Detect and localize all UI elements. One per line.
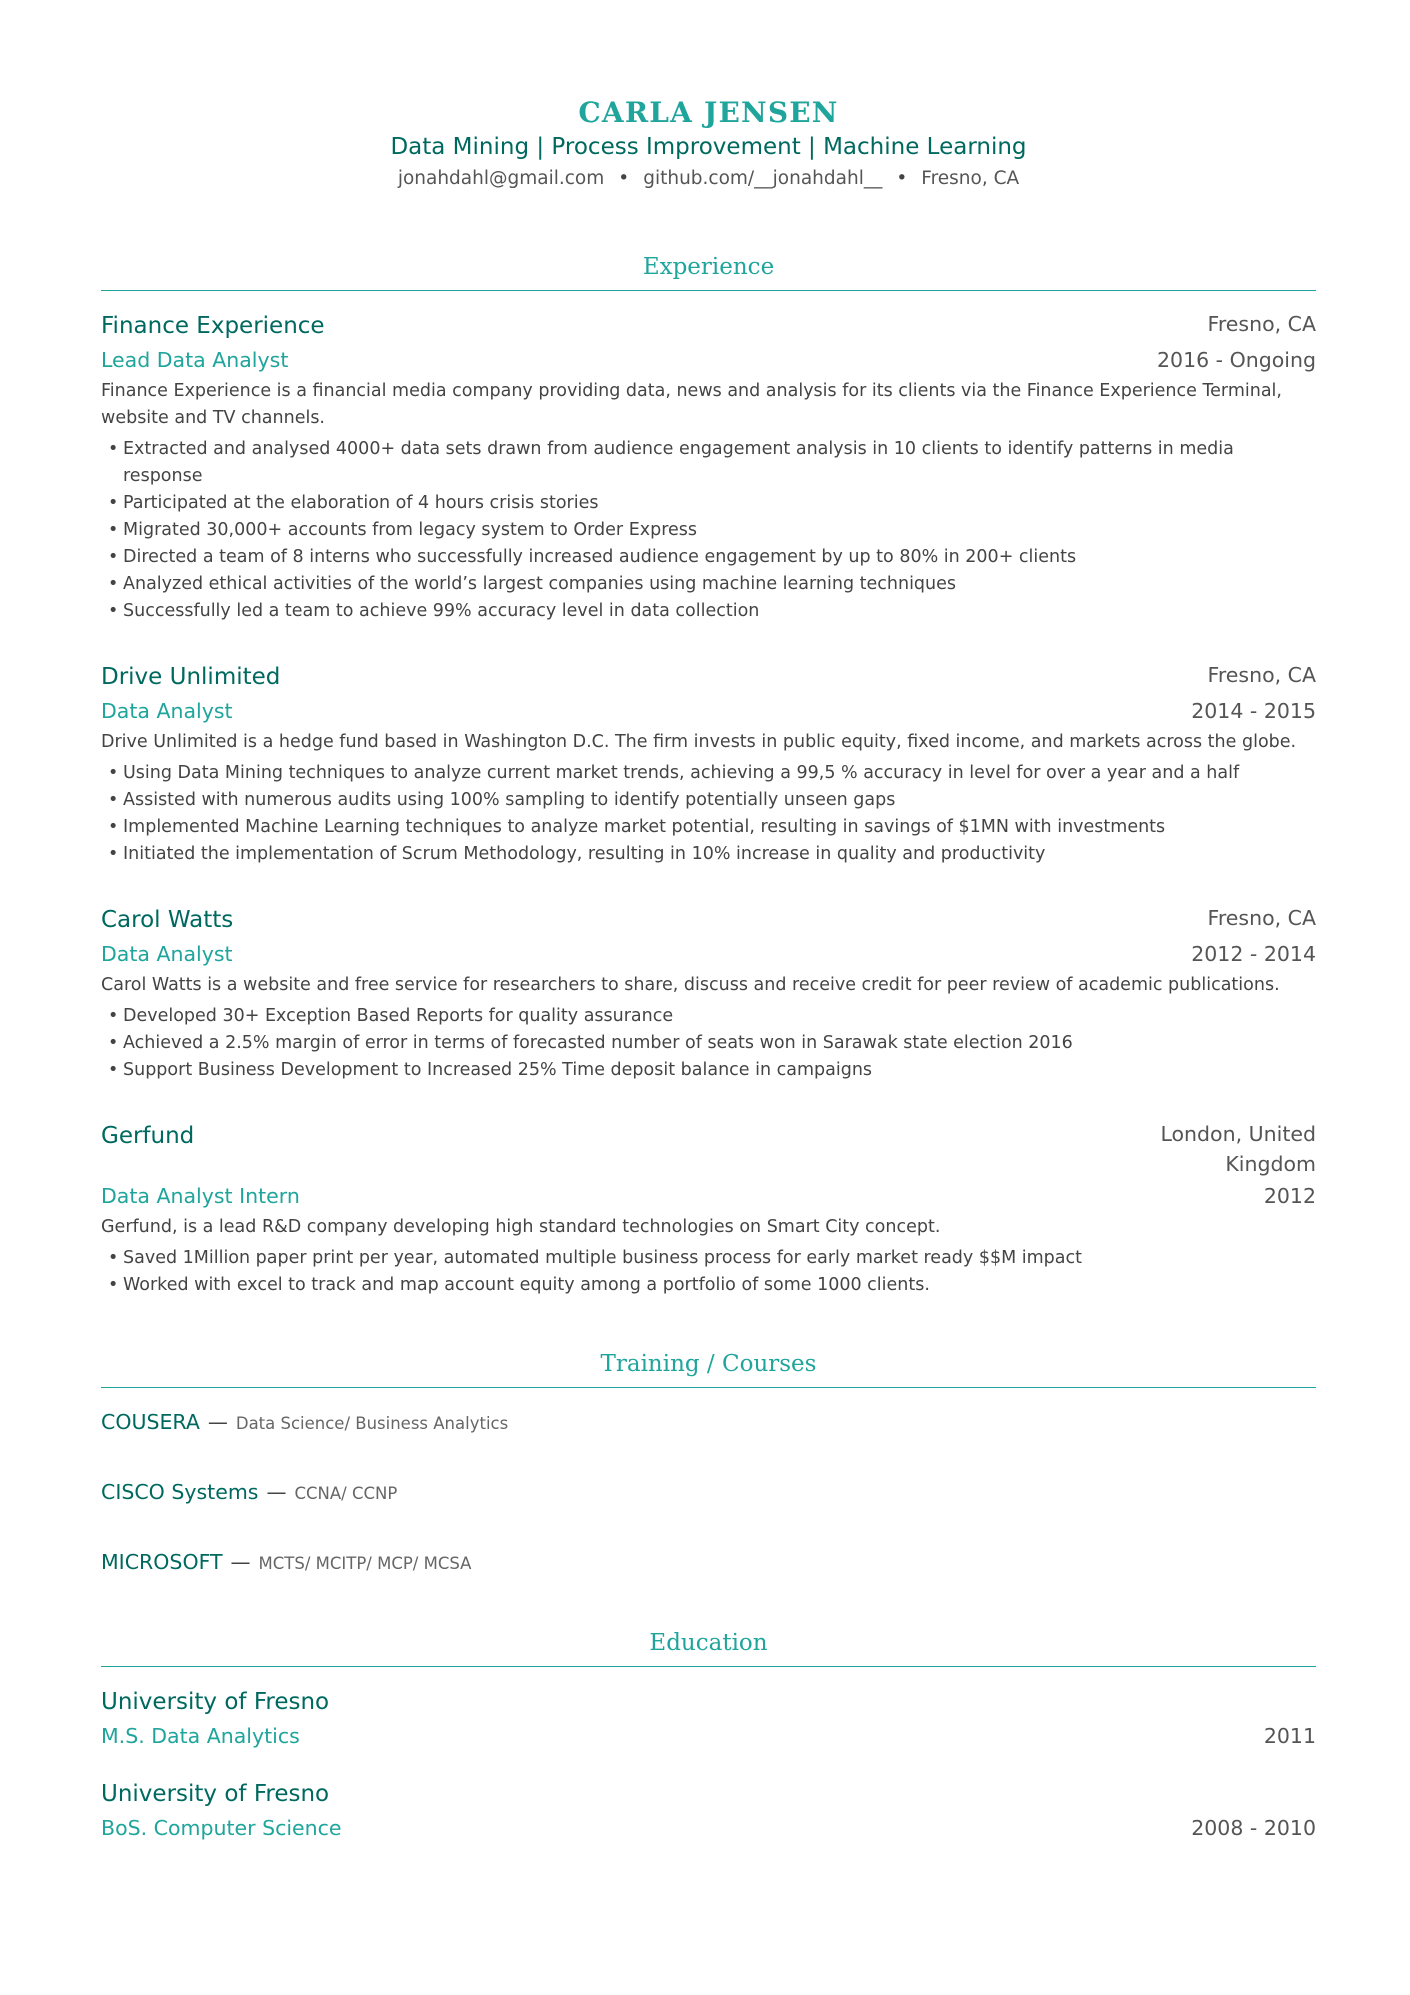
- course-provider: CISCO Systems: [101, 1480, 259, 1504]
- achievement-item: • Worked with excel to track and map account equity among a portfolio of some 1000 clients.: [101, 1272, 1316, 1299]
- company-description: Drive Unlimited is a hedge fund based in Washington D.C. The firm invests in public equity, fixed income, and markets across the globe.: [101, 732, 1297, 752]
- resume-page: [101, 94, 1316, 1845]
- em-dash: —: [266, 1480, 287, 1504]
- achievement-item: • Support Business Development to Increased 25% Time deposit balance in campaigns: [101, 1057, 1316, 1084]
- school-name: University of Fresno: [101, 1689, 330, 1715]
- achievement-item: • Initiated the implementation of Scrum Methodology, resulting in 10% increase in quality and productivity: [101, 841, 1316, 868]
- school-name: University of Fresno: [101, 1781, 330, 1807]
- education-dates: 2008 - 2010: [1191, 1816, 1316, 1840]
- course-provider: COUSERA: [101, 1410, 200, 1434]
- achievement-item: • Successfully led a team to achieve 99% accuracy level in data collection: [101, 598, 1316, 625]
- job-location: Fresno, CA: [1207, 663, 1316, 687]
- job-role: Data Analyst Intern: [101, 1184, 300, 1208]
- experience-entry: [101, 309, 1316, 625]
- course-provider: MICROSOFT: [101, 1550, 223, 1574]
- course-detail: MCTS/ MCITP/ MCP/ MCSA: [258, 1554, 472, 1573]
- achievement-item: • Saved 1Million paper print per year, automated multiple business process for early market ready $$M impact: [101, 1245, 1316, 1272]
- company-name: Carol Watts: [101, 907, 234, 933]
- job-dates: 2014 - 2015: [1191, 699, 1316, 723]
- job-dates: 2012: [1263, 1184, 1316, 1208]
- separator-dot: •: [618, 168, 630, 189]
- achievement-item: • Using Data Mining techniques to analyze current market trends, achieving a 99,5 % accuracy in level for over a year and a half: [101, 760, 1316, 787]
- job-location: London, United Kingdom: [1160, 1122, 1316, 1176]
- experience-entry: [101, 660, 1316, 868]
- contact-line: [101, 164, 1316, 194]
- achievement-item: • Assisted with numerous audits using 100% sampling to identify potentially unseen gaps: [101, 787, 1316, 814]
- achievement-list: [101, 1003, 1316, 1084]
- training-section-title: Training / Courses: [101, 1347, 1316, 1388]
- degree: BoS. Computer Science: [101, 1816, 342, 1840]
- company-description: Carol Watts is a website and free service for researchers to share, discuss and receive credit for peer review of academic publications.: [101, 975, 1280, 995]
- experience-entry: [101, 1119, 1316, 1299]
- company-name: Finance Experience: [101, 313, 325, 339]
- course-detail: Data Science/ Business Analytics: [235, 1414, 509, 1433]
- achievement-item: • Extracted and analysed 4000+ data sets drawn from audience engagement analysis in 10 clients to identify patterns in media response: [101, 436, 1316, 490]
- company-name: Gerfund: [101, 1123, 195, 1149]
- degree: M.S. Data Analytics: [101, 1724, 300, 1748]
- job-location: Fresno, CA: [1207, 906, 1316, 930]
- job-dates: 2016 - Ongoing: [1157, 348, 1316, 372]
- education-dates: 2011: [1263, 1724, 1316, 1748]
- training-list: [101, 1408, 1316, 1578]
- em-dash: —: [207, 1410, 228, 1434]
- achievement-item: • Achieved a 2.5% margin of error in terms of forecasted number of seats won in Sarawak state election 2016: [101, 1030, 1316, 1057]
- achievement-item: • Analyzed ethical activities of the world’s largest companies using machine learning techniques: [101, 571, 1316, 598]
- education-entry: [101, 1685, 1316, 1753]
- company-name: Drive Unlimited: [101, 664, 281, 690]
- company-description: Gerfund, is a lead R&D company developing high standard technologies on Smart City concept.: [101, 1217, 941, 1237]
- github-link[interactable]: github.com/__jonahdahl__: [643, 168, 883, 189]
- education-section-title: Education: [101, 1626, 1316, 1667]
- experience-entry: [101, 903, 1316, 1084]
- achievement-item: • Participated at the elaboration of 4 hours crisis stories: [101, 490, 1316, 517]
- contact-location: Fresno, CA: [921, 168, 1020, 189]
- resume-name: CARLA JENSEN: [578, 96, 839, 129]
- resume-headline: Data Mining | Process Improvement | Machine Learning: [390, 134, 1027, 160]
- achievement-item: • Implemented Machine Learning techniques to analyze market potential, resulting in savings of $1MN with investments: [101, 814, 1316, 841]
- experience-section-title: Experience: [101, 250, 1316, 291]
- job-role: Data Analyst: [101, 699, 233, 723]
- course-entry: [101, 1548, 1316, 1578]
- separator-dot: •: [896, 168, 908, 189]
- achievement-list: [101, 1245, 1316, 1299]
- email-link[interactable]: jonahdahl@gmail.com: [397, 168, 605, 189]
- course-entry: [101, 1408, 1316, 1438]
- em-dash: —: [230, 1550, 251, 1574]
- achievement-item: • Directed a team of 8 interns who successfully increased audience engagement by up to 80% in 200+ clients: [101, 544, 1316, 571]
- achievement-item: • Migrated 30,000+ accounts from legacy system to Order Express: [101, 517, 1316, 544]
- course-detail: CCNA/ CCNP: [294, 1484, 398, 1503]
- job-location: Fresno, CA: [1207, 312, 1316, 336]
- achievement-item: • Developed 30+ Exception Based Reports for quality assurance: [101, 1003, 1316, 1030]
- job-role: Data Analyst: [101, 942, 233, 966]
- education-entry: [101, 1777, 1316, 1845]
- course-entry: [101, 1478, 1316, 1508]
- achievement-list: [101, 760, 1316, 868]
- company-description: Finance Experience is a financial media company providing data, news and analysis for its clients via the Finance Experience Terminal, website and TV channels.: [101, 381, 1282, 428]
- job-role: Lead Data Analyst: [101, 348, 289, 372]
- achievement-list: [101, 436, 1316, 625]
- job-dates: 2012 - 2014: [1191, 942, 1316, 966]
